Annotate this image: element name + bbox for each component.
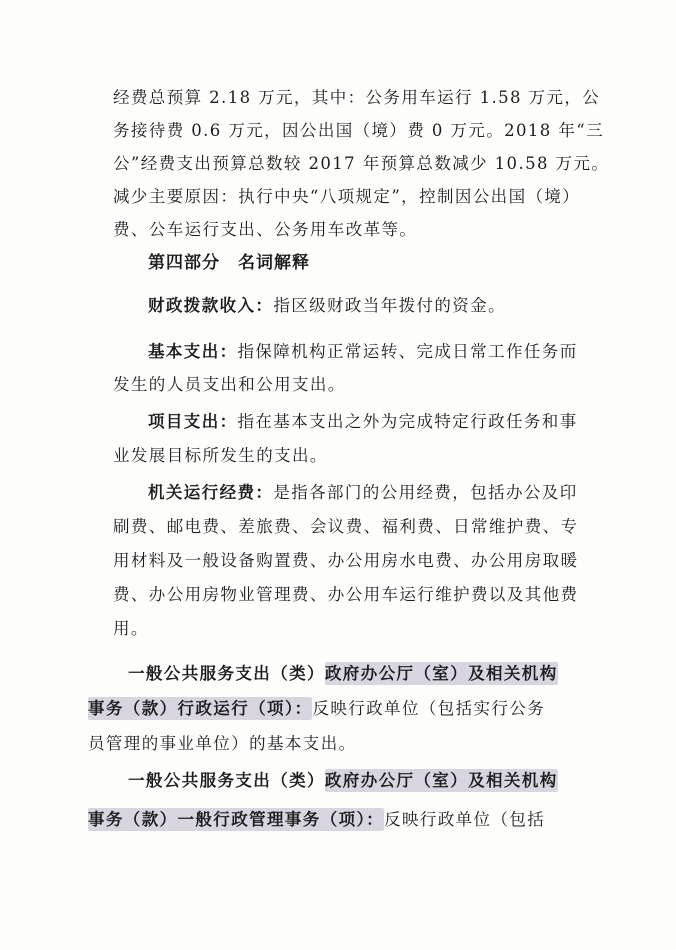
text-line: 公”经费支出预算总数较 2017 年预算总数减少 10.58 万元。 [113, 154, 610, 173]
term-label: 基本支出： [148, 342, 238, 361]
section-title: 第四部分 名词解释 [148, 253, 310, 273]
text-line: 用材料及一般设备购置费、办公用房水电费、办公用房取暖 [113, 551, 579, 570]
term-label: 项目支出： [148, 412, 238, 431]
text-line: 发生的人员支出和公用支出。 [113, 375, 346, 394]
text-line: 用。 [113, 619, 149, 638]
entry-text: 反映行政单位（包括 [384, 810, 546, 829]
budget-entry-line [88, 810, 545, 830]
term-definition [148, 342, 578, 362]
term-definition [148, 296, 506, 316]
text-line: 减少主要原因：执行中央“八项规定”，控制因公出国（境） [113, 187, 581, 206]
text-line: 费、办公用房物业管理费、办公用车运行维护费以及其他费 [113, 585, 579, 604]
term-text: 指保障机构正常运转、完成日常工作任务而 [237, 342, 578, 361]
highlighted-text: 政府办公厅（室）及相关机构 [324, 771, 558, 790]
term-definition [148, 412, 578, 432]
term-label: 财政拨款收入： [148, 296, 274, 315]
text-line: 业发展目标所发生的支出。 [113, 446, 328, 465]
budget-entry-line [128, 664, 558, 684]
entry-text: 反映行政单位（包括实行公务 [312, 699, 546, 718]
text-line: 务接待费 0.6 万元，因公出国（境）费 0 万元。2018 年“三 [113, 121, 604, 140]
category-label: 一般公共服务支出（类） [128, 664, 325, 683]
term-text: 是指各部门的公用经费，包括办公及印 [273, 483, 578, 502]
highlighted-text: 事务（款）行政运行（项）： [88, 699, 313, 718]
budget-entry-line [88, 699, 545, 719]
text-line: 经费总预算 2.18 万元，其中：公务用车运行 1.58 万元，公 [113, 88, 601, 107]
budget-entry-line [128, 771, 558, 791]
highlighted-text: 政府办公厅（室）及相关机构 [324, 664, 558, 683]
term-definition [148, 483, 578, 503]
category-label: 一般公共服务支出（类） [128, 771, 325, 790]
text-line: 刷费、邮电费、差旅费、会议费、福利费、日常维护费、专 [113, 517, 579, 536]
term-label: 机关运行经费： [148, 483, 274, 502]
term-text: 指区级财政当年拨付的资金。 [273, 296, 507, 315]
term-text: 指在基本支出之外为完成特定行政任务和事 [237, 412, 578, 431]
highlighted-text: 事务（款）一般行政管理事务（项）： [88, 810, 385, 829]
text-line: 费、公车运行支出、公务用车改革等。 [113, 220, 418, 239]
text-line: 员管理的事业单位）的基本支出。 [88, 734, 357, 753]
